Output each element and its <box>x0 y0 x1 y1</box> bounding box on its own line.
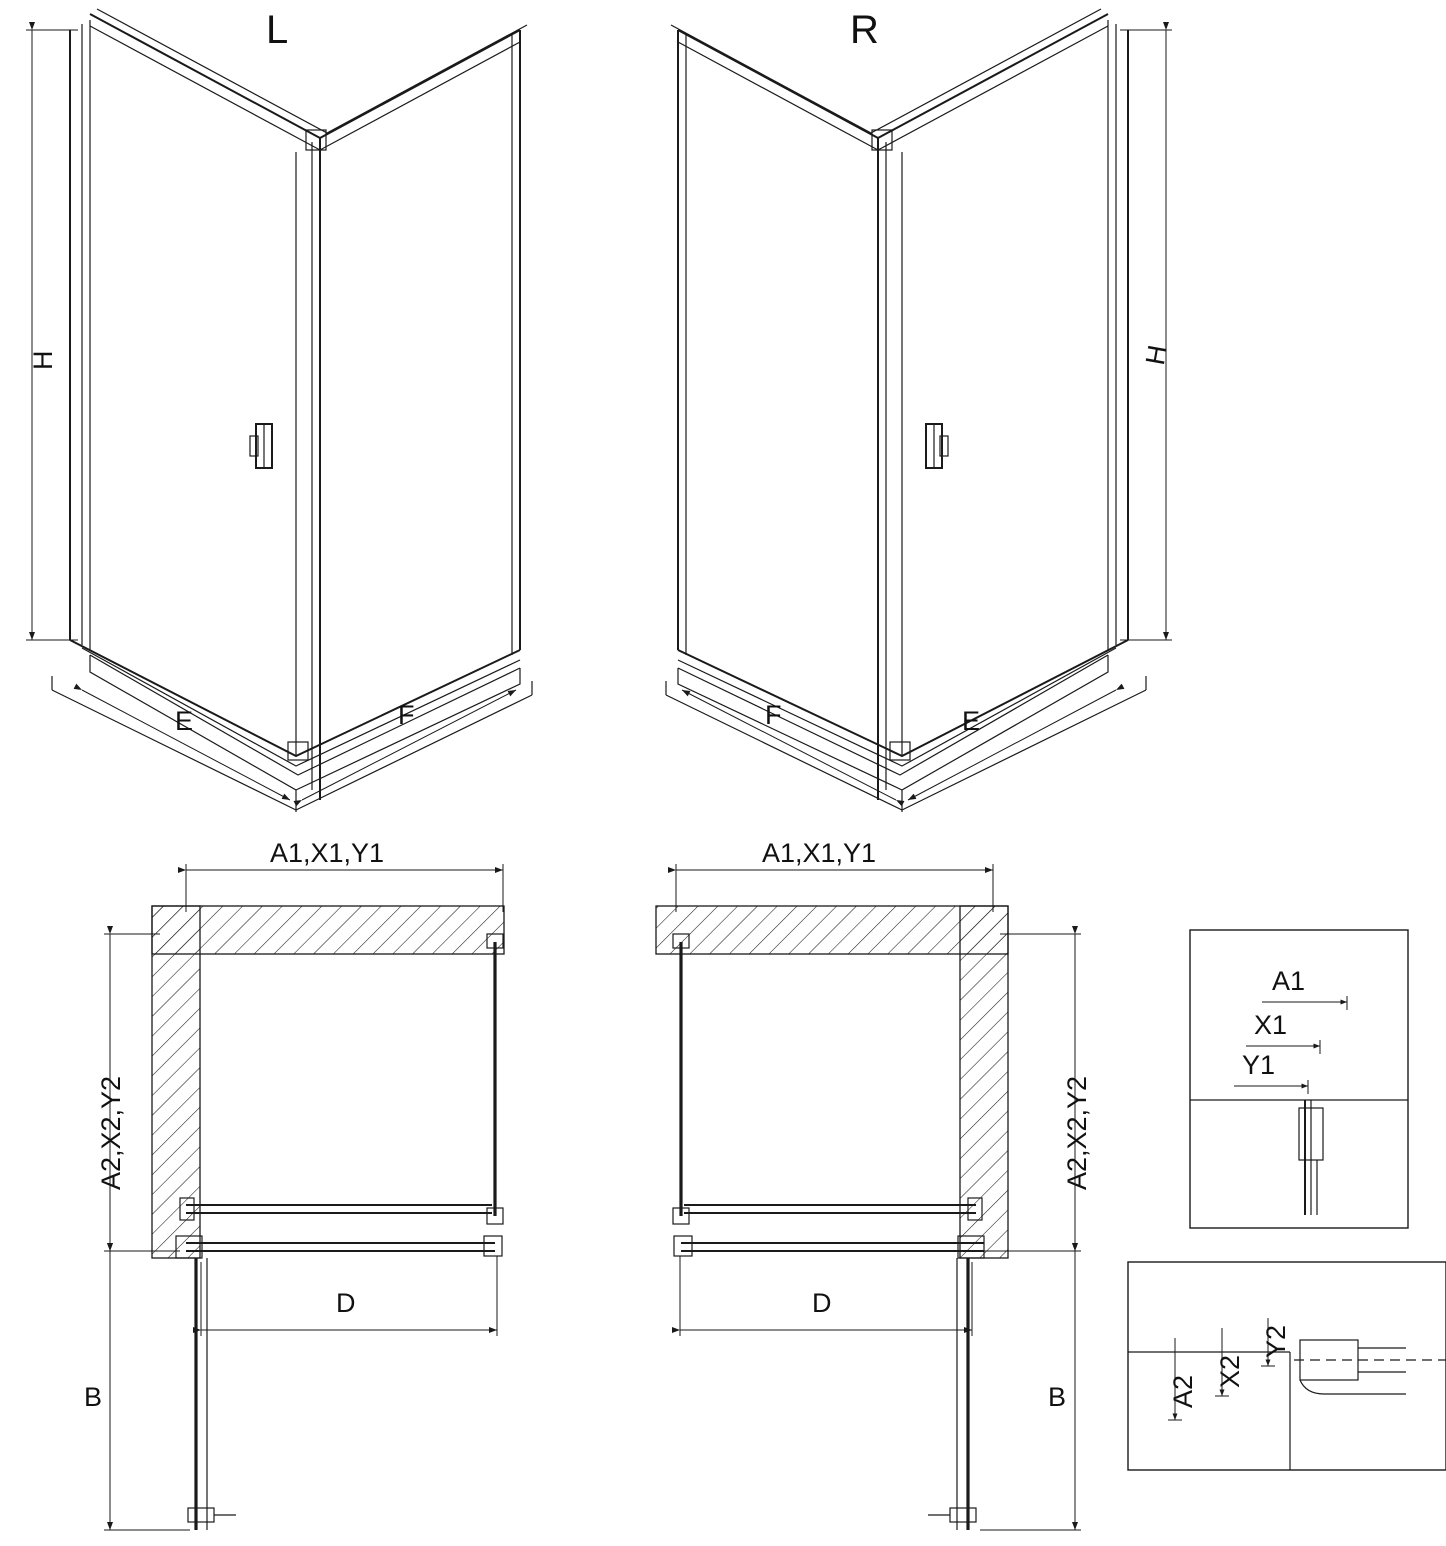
iso-right-view <box>666 9 1172 812</box>
plan-left-b-label: B <box>84 1382 103 1412</box>
detail-y1-label: Y1 <box>1242 1050 1276 1080</box>
iso-right-e-label: E <box>962 706 981 736</box>
detail-x1-label: X1 <box>1254 1010 1288 1040</box>
plan-right-b-label: B <box>1048 1382 1067 1412</box>
iso-left-label: L <box>266 8 289 52</box>
plan-right-d-label: D <box>812 1288 832 1318</box>
plan-right-top-dim-label: A1,X1,Y1 <box>762 838 877 868</box>
iso-right-label: R <box>850 8 879 52</box>
iso-left-view <box>26 9 532 812</box>
detail-a2-label: A2 <box>1168 1374 1198 1408</box>
detail-a1-label: A1 <box>1272 966 1306 996</box>
detail-bottom-view <box>1128 1262 1446 1470</box>
detail-x2-label: X2 <box>1215 1354 1245 1388</box>
plan-left-d-label: D <box>336 1288 356 1318</box>
iso-right-f-label: F <box>765 700 782 730</box>
plan-left-side-dim-label: A2,X2,Y2 <box>96 1075 126 1190</box>
plan-right-side-dim-label: A2,X2,Y2 <box>1062 1075 1092 1190</box>
plan-right-view <box>656 864 1081 1530</box>
plan-left-view <box>104 864 504 1530</box>
plan-left-top-dim-label: A1,X1,Y1 <box>270 838 385 868</box>
iso-left-height-label: H <box>28 350 58 370</box>
detail-y2-label: Y2 <box>1261 1324 1291 1358</box>
iso-left-e-label: E <box>175 706 194 736</box>
iso-right-height-label: H <box>1140 342 1173 368</box>
iso-left-f-label: F <box>398 700 415 730</box>
